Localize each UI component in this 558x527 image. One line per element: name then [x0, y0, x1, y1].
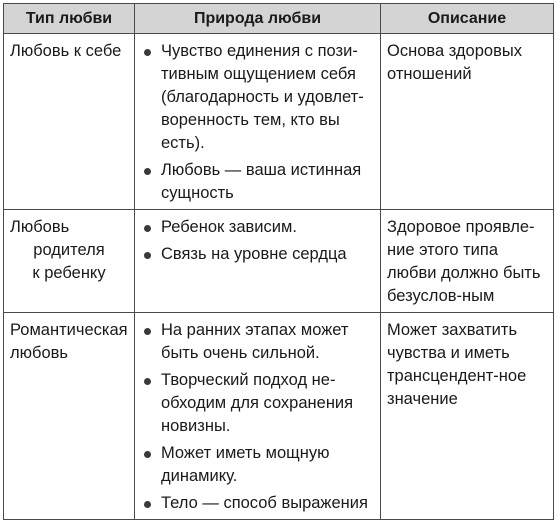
list-item	[141, 216, 374, 239]
table-row	[4, 34, 554, 210]
list-item	[141, 369, 374, 438]
row-type: Любовь к себе	[4, 34, 135, 210]
list-item-text: На ранних этапах может быть очень сильной.	[161, 321, 349, 362]
list-item	[141, 492, 374, 515]
love-types-table	[3, 3, 554, 520]
row-type	[4, 210, 135, 313]
header-type: Тип любви	[4, 4, 135, 34]
list-item	[141, 243, 374, 266]
header-description: Описание	[381, 4, 554, 34]
table-row	[4, 313, 554, 520]
nature-list	[141, 319, 374, 515]
bullet-icon	[144, 378, 151, 385]
table-header-row	[4, 4, 554, 34]
row-nature	[135, 34, 381, 210]
list-item-text: Тело — способ выражения	[161, 494, 368, 512]
list-item-text: Ребенок зависим.	[161, 218, 297, 236]
bullet-icon	[144, 225, 151, 232]
nature-list	[141, 40, 374, 205]
row-nature	[135, 210, 381, 313]
row-type-line: Любовь	[10, 218, 70, 236]
row-type-line: родителя	[33, 241, 105, 259]
bullet-icon	[144, 328, 151, 335]
list-item	[141, 319, 374, 365]
row-description: Здоровое проявле-ние этого типа любви должно быть безуслов-ным	[381, 210, 554, 313]
list-item-text: Творческий подход не-обходим для сохранения новизны.	[161, 371, 354, 435]
bullet-icon	[144, 49, 151, 56]
list-item-text: Чувство единения с пози-тивным ощущением себя (благодарность и удовлет-воренность тем, кто вы есть).	[161, 42, 364, 152]
table-row	[4, 210, 554, 313]
list-item-text: Связь на уровне сердца	[161, 245, 347, 263]
row-type: Романтическая любовь	[4, 313, 135, 520]
nature-list	[141, 216, 374, 266]
bullet-icon	[144, 252, 151, 259]
bullet-icon	[144, 501, 151, 508]
bullet-icon	[144, 168, 151, 175]
bullet-icon	[144, 451, 151, 458]
row-type-line: к ребенку	[32, 264, 106, 282]
list-item	[141, 40, 374, 155]
header-nature: Природа любви	[135, 4, 381, 34]
row-description: Основа здоровых отношений	[381, 34, 554, 210]
row-nature	[135, 313, 381, 520]
list-item-text: Может иметь мощную динамику.	[161, 444, 330, 485]
list-item	[141, 159, 374, 205]
row-description: Может захватить чувства и иметь трансцендент-ное значение	[381, 313, 554, 520]
list-item-text: Любовь — ваша истинная сущность	[161, 161, 362, 202]
list-item	[141, 442, 374, 488]
